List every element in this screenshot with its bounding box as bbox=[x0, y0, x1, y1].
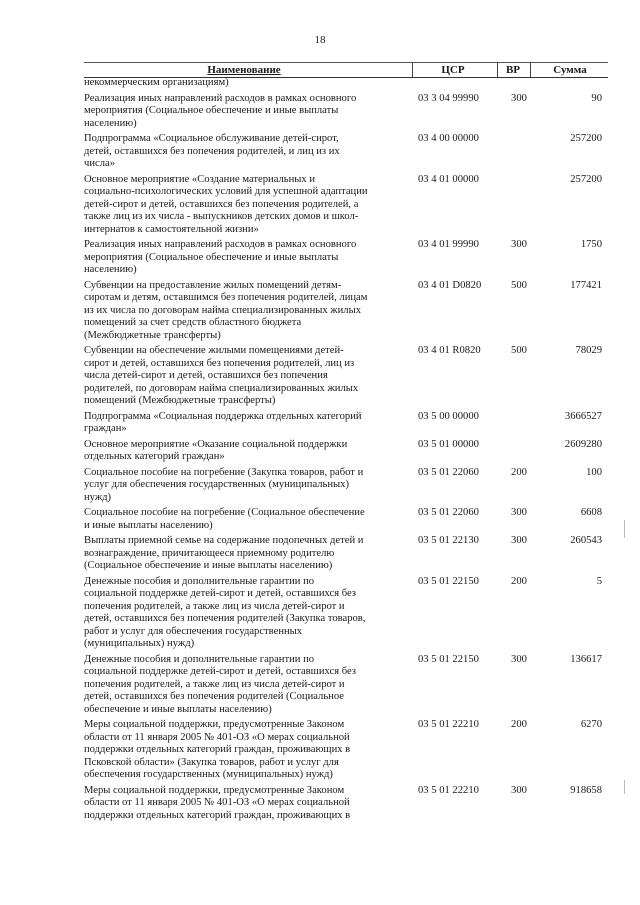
row-csr: 03 5 01 00000 bbox=[418, 438, 479, 450]
row-name-line: Подпрограмма «Социальное обслуживание детей-сирот, bbox=[84, 133, 339, 144]
row-csr: 03 4 01 R0820 bbox=[418, 345, 481, 356]
margin-mark bbox=[624, 780, 625, 794]
row-name-line: обеспечение и иные выплаты населению) bbox=[84, 703, 272, 715]
row-name-line: и иные выплаты населению) bbox=[84, 519, 213, 531]
row-sum: 100 bbox=[586, 466, 602, 478]
row-name bbox=[84, 345, 406, 408]
column-header-vr: ВР bbox=[505, 64, 521, 76]
row-name bbox=[84, 77, 406, 90]
row-name bbox=[84, 174, 406, 237]
row-name-line: Выплаты приемной семье на содержание подопечных детей и bbox=[84, 535, 364, 546]
row-name-line: мероприятия (Социальное обеспечение и иные выплаты bbox=[84, 251, 339, 263]
row-csr: 03 3 04 99990 bbox=[418, 92, 479, 104]
row-vr: 300 bbox=[511, 507, 527, 518]
row-sum: 257200 bbox=[570, 133, 602, 144]
row-name-line: некоммерческим организациям) bbox=[84, 77, 229, 88]
row-csr: 03 5 01 22060 bbox=[418, 466, 479, 478]
row-sum: 6608 bbox=[580, 507, 602, 518]
row-name-line: сиротам и детям, оставшимся без попечения родителей, лицам bbox=[84, 292, 368, 303]
column-divider bbox=[497, 63, 498, 77]
row-name-line: сирот и детей, оставшихся без попечения родителей, лиц из bbox=[84, 357, 355, 369]
row-name-line: Реализация иных направлений расходов в рамках основного bbox=[84, 239, 357, 250]
row-name-line: области от 11 января 2005 № 401-ОЗ «О мерах социальной bbox=[84, 731, 350, 743]
row-sum: 3666527 bbox=[564, 410, 602, 422]
row-name bbox=[84, 411, 406, 436]
row-csr: 03 4 00 00000 bbox=[418, 133, 479, 144]
row-name-line: вознаграждение, причитающееся приемному родителю bbox=[84, 547, 335, 559]
column-header-name: Наименование bbox=[207, 64, 281, 76]
row-name-line: помещений (Межбюджетные трансферты) bbox=[84, 395, 276, 406]
row-name-line: также лиц из их числа - выпускников детских домов и школ- bbox=[84, 211, 359, 222]
row-csr: 03 5 01 22210 bbox=[418, 784, 479, 796]
row-sum: 5 bbox=[596, 575, 602, 587]
row-sum: 6270 bbox=[580, 719, 602, 730]
row-vr: 300 bbox=[511, 239, 527, 250]
row-vr: 300 bbox=[511, 535, 527, 546]
row-sum: 136617 bbox=[570, 653, 602, 665]
row-csr: 03 4 01 99990 bbox=[418, 239, 479, 250]
row-name-line: Субвенции на обеспечение жилыми помещениями детей- bbox=[84, 345, 344, 356]
row-name-line: попечения родителей, а также лиц из числа детей-сирот и bbox=[84, 678, 345, 690]
row-vr: 200 bbox=[511, 466, 527, 478]
row-csr: 03 5 01 22210 bbox=[418, 719, 479, 730]
column-divider bbox=[530, 63, 531, 77]
row-name-line: поддержки отдельных категорий граждан, проживающих в bbox=[84, 809, 351, 821]
row-name-line: Псковской области» (Закупка товаров, работ и услуг для bbox=[84, 756, 339, 768]
row-name-line: Подпрограмма «Социальная поддержка отдельных категорий bbox=[84, 410, 362, 422]
row-sum: 918658 bbox=[570, 784, 602, 796]
row-name-line: мероприятия (Социальное обеспечение и иные выплаты bbox=[84, 105, 339, 116]
row-vr: 200 bbox=[511, 575, 527, 587]
row-csr: 03 5 01 22150 bbox=[418, 575, 479, 587]
row-csr: 03 5 01 22060 bbox=[418, 507, 479, 518]
row-name-line: поддержки отдельных категорий граждан, проживающих в bbox=[84, 744, 351, 755]
row-sum: 2609280 bbox=[564, 438, 602, 450]
row-name-line: родителей, по договорам найма специализированных жилых bbox=[84, 382, 359, 394]
column-header-csr: ЦСР bbox=[441, 64, 465, 76]
row-name bbox=[84, 133, 406, 171]
row-sum: 90 bbox=[591, 92, 602, 104]
row-name-line: граждан» bbox=[84, 423, 127, 434]
row-name-line: социальной поддержке детей-сирот и детей, оставшихся без bbox=[84, 588, 356, 599]
row-name-line: отдельных категорий граждан» bbox=[84, 451, 225, 462]
row-name bbox=[84, 93, 406, 131]
row-sum: 177421 bbox=[570, 279, 602, 291]
row-name-line: социально-психологических условий для успешной адаптации bbox=[84, 186, 368, 197]
row-csr: 03 5 01 22150 bbox=[418, 653, 479, 665]
row-name-line: (муниципальных) нужд) bbox=[84, 638, 195, 649]
row-name-line: Основное мероприятие «Создание материальных и bbox=[84, 173, 316, 185]
row-name-line: из их числа по договорам найма специализированных жилых bbox=[84, 304, 361, 316]
row-sum: 1750 bbox=[580, 239, 602, 250]
row-name bbox=[84, 576, 406, 651]
row-vr: 300 bbox=[511, 92, 527, 104]
row-vr: 500 bbox=[511, 279, 527, 291]
row-name-line: нужд) bbox=[84, 491, 112, 503]
row-vr: 300 bbox=[511, 784, 527, 796]
row-name-line: Денежные пособия и дополнительные гарантии по bbox=[84, 575, 315, 587]
row-name-line: помещений за счет средств областного бюджета bbox=[84, 317, 302, 328]
row-name-line: Субвенции на предоставление жилых помещений детям- bbox=[84, 279, 342, 291]
row-name-line: (Межбюджетные трансферты) bbox=[84, 329, 221, 341]
row-name bbox=[84, 507, 406, 532]
table-header bbox=[84, 62, 608, 78]
row-name bbox=[84, 239, 406, 277]
row-name-line: Социальное пособие на погребение (Социальное обеспечение bbox=[84, 507, 365, 518]
row-name bbox=[84, 719, 406, 782]
row-csr: 03 5 00 00000 bbox=[418, 410, 479, 422]
row-name-line: Денежные пособия и дополнительные гарантии по bbox=[84, 653, 315, 665]
row-name bbox=[84, 467, 406, 505]
page-number: 18 bbox=[314, 34, 326, 46]
row-vr: 200 bbox=[511, 719, 527, 730]
row-name-line: Меры социальной поддержки, предусмотренные Законом bbox=[84, 784, 345, 796]
row-name-line: числа детей-сирот и детей, оставшихся без попечения bbox=[84, 370, 328, 381]
row-name-line: интернатов к самостоятельной жизни» bbox=[84, 223, 259, 235]
row-name-line: работ и услуг для обеспечения государственных bbox=[84, 625, 303, 637]
row-csr: 03 5 01 22130 bbox=[418, 535, 479, 546]
row-name-line: Основное мероприятие «Оказание социальной поддержки bbox=[84, 438, 348, 450]
row-csr: 03 4 01 D0820 bbox=[418, 279, 482, 291]
row-sum: 257200 bbox=[570, 173, 602, 185]
row-name-line: Социальное пособие на погребение (Закупка товаров, работ и bbox=[84, 466, 364, 478]
margin-mark bbox=[624, 520, 625, 538]
row-name-line: детей, оставшихся без попечения родителей (Закупка товаров, bbox=[84, 613, 366, 624]
row-name-line: населению) bbox=[84, 117, 137, 129]
row-sum: 260543 bbox=[570, 535, 602, 546]
row-name-line: детей, оставшихся без попечения родителей, и лиц из их bbox=[84, 145, 340, 157]
row-vr: 500 bbox=[511, 345, 527, 356]
row-name-line: (Социальное обеспечение и иные выплаты населению) bbox=[84, 560, 333, 571]
row-name bbox=[84, 785, 406, 823]
row-name-line: области от 11 января 2005 № 401-ОЗ «О мерах социальной bbox=[84, 797, 350, 808]
row-name-line: детей, оставшихся без попечения родителей (Социальное bbox=[84, 691, 344, 702]
row-name-line: попечения родителей, а также лиц из числа детей-сирот и bbox=[84, 600, 345, 612]
column-divider bbox=[412, 63, 413, 77]
row-name bbox=[84, 654, 406, 717]
row-name-line: числа» bbox=[84, 158, 115, 169]
row-name bbox=[84, 535, 406, 573]
row-name-line: услуг для обеспечения государственных (муниципальных) bbox=[84, 479, 349, 490]
row-name-line: населению) bbox=[84, 264, 137, 275]
row-name bbox=[84, 439, 406, 464]
row-name-line: Меры социальной поддержки, предусмотренные Законом bbox=[84, 719, 345, 730]
column-header-sum: Сумма bbox=[553, 64, 587, 76]
row-sum: 78029 bbox=[575, 345, 602, 356]
row-name-line: обеспечения государственных (муниципальных) нужд) bbox=[84, 769, 333, 780]
row-csr: 03 4 01 00000 bbox=[418, 173, 479, 185]
row-name-line: Реализация иных направлений расходов в рамках основного bbox=[84, 92, 357, 104]
row-name bbox=[84, 280, 406, 343]
row-name-line: социальной поддержке детей-сирот и детей, оставшихся без bbox=[84, 666, 356, 677]
row-name-line: детей-сирот и детей, оставшихся без попечения родителей, а bbox=[84, 198, 359, 210]
row-vr: 300 bbox=[511, 653, 527, 665]
